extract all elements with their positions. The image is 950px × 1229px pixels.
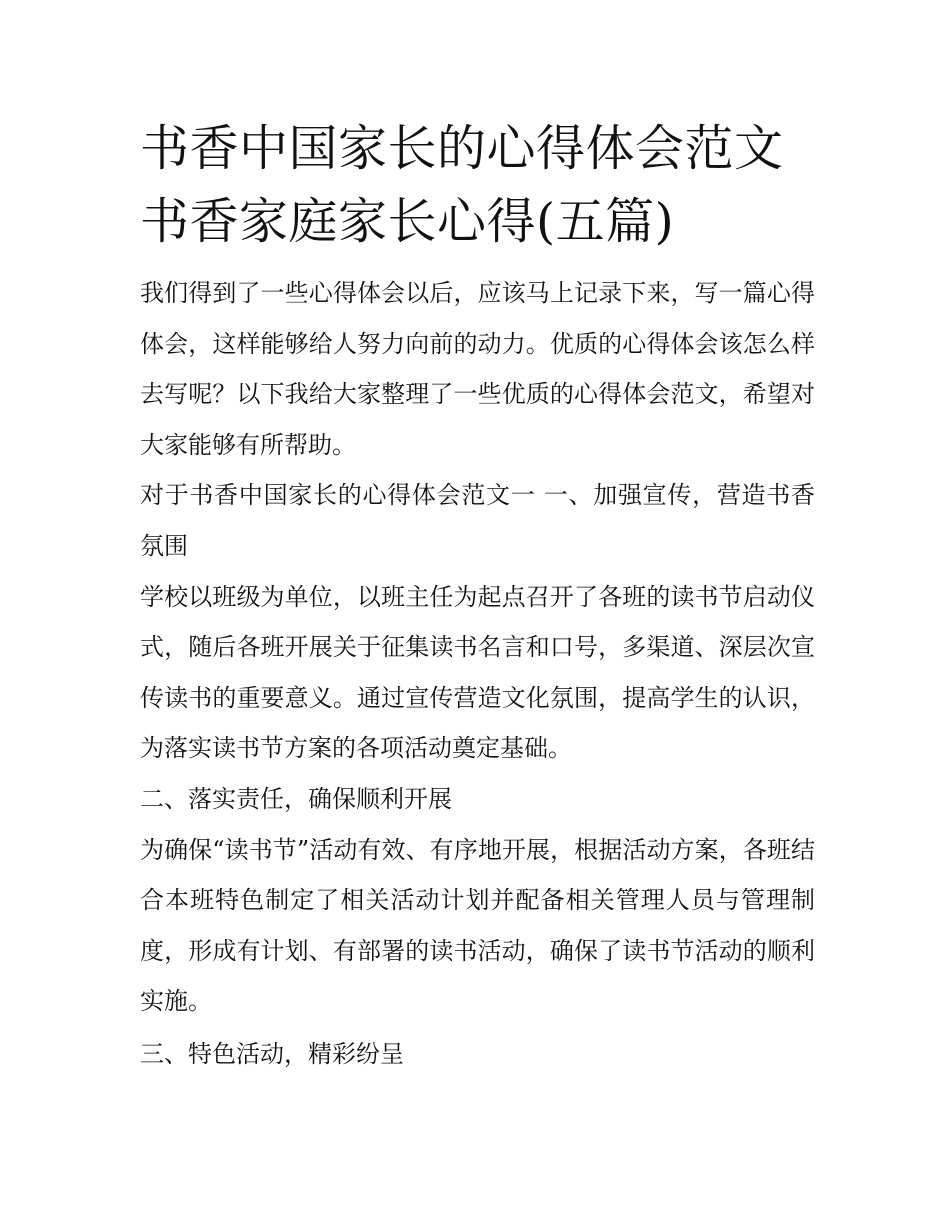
document-title (140, 112, 815, 258)
title-line-2: 书香家庭家长心得(五篇) (140, 193, 675, 250)
section-heading-2: 二、落实责任，确保顺利开展 (140, 784, 452, 813)
section-1-paragraph: 学校以班级为单位，以班主任为起点召开了各班的读书节启动仪式，随后各班开展关于征集读书名言和口号，多渠道、深层次宣传读书的重要意义。通过宣传营造文化氛围，提高学生的认识，为落实读书节方案的各项活动奠定基础。 (140, 582, 815, 763)
title-line-1: 书香中国家长的心得体会范文 (140, 120, 784, 177)
section-heading-3: 三、特色活动，精彩纷呈 (140, 1039, 404, 1068)
intro-paragraph: 我们得到了一些心得体会以后，应该马上记录下来，写一篇心得体会，这样能够给人努力向前的动力。优质的心得体会该怎么样去写呢？以下我给大家整理了一些优质的心得体会范文，希望对大家能够有所帮助。 (140, 279, 815, 459)
section-2-paragraph: 为确保“读书节”活动有效、有序地开展，根据活动方案，各班结合本班特色制定了相关活动计划并配备相关管理人员与管理制度，形成有计划、有部署的读书活动，确保了读书节活动的顺利实施。 (140, 835, 815, 1016)
section-heading-1: 对于书香中国家长的心得体会范文一 一、加强宣传，营造书香氛围 (140, 481, 815, 560)
document-page (140, 112, 815, 1080)
